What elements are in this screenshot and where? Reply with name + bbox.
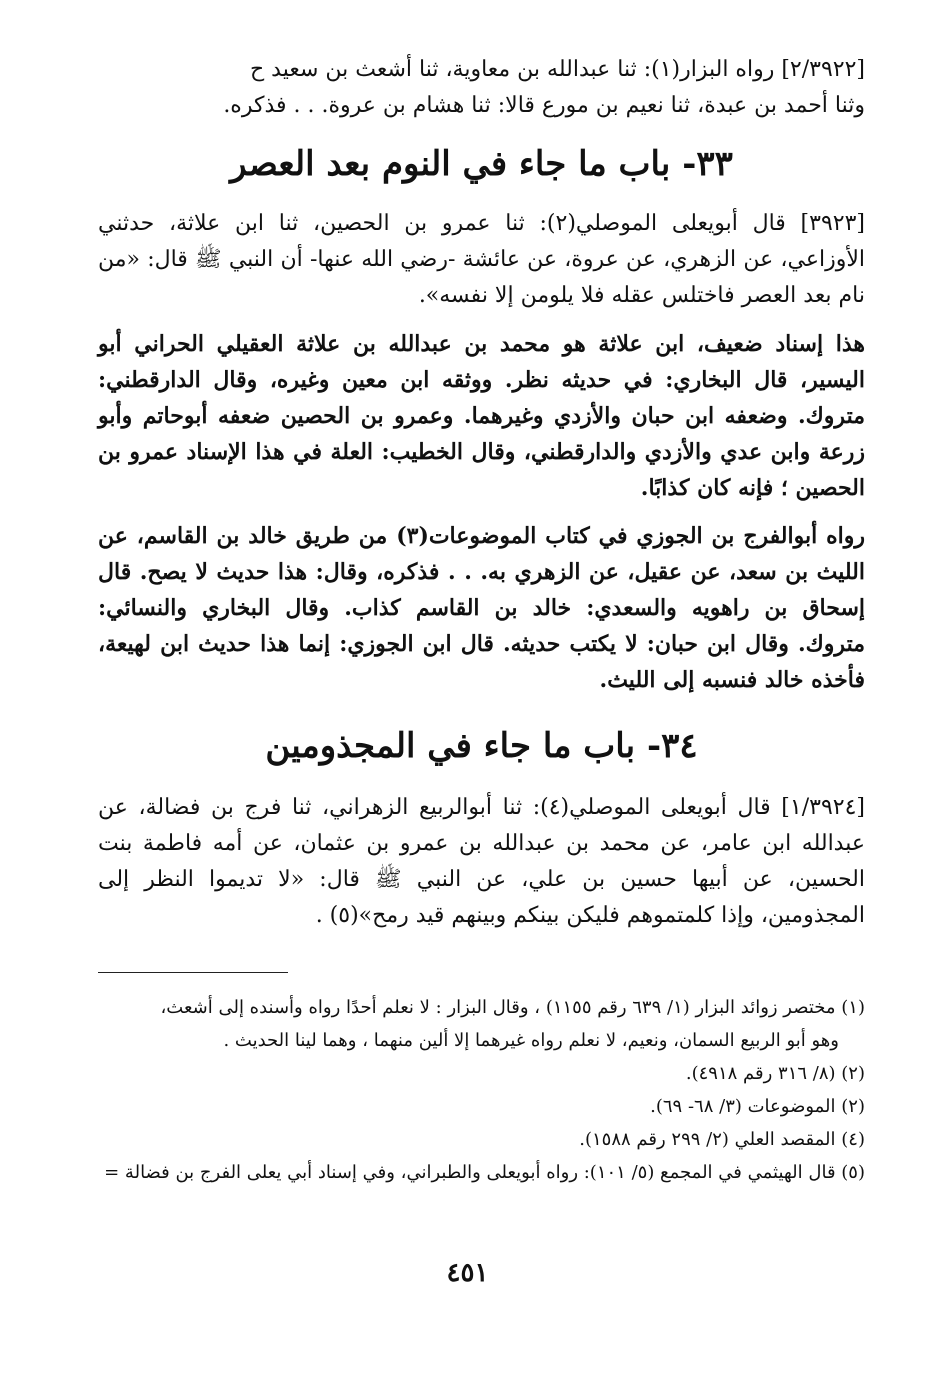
hadith-3923: [٣٩٢٣] قال أبويعلى الموصلي(٢): ثنا عمرو بن الحصين، ثنا ابن علاثة، حدثني الأوزاعي، عن الزهري، عن عروة، عن عائشة -رضي الله عنها- أن النبي ﷺ قال: «من نام بعد العصر فاختلس عقله فلا يلومن إلا نفسه». <box>98 211 865 308</box>
footnote-divider <box>98 972 288 973</box>
chapter-heading-33: ٣٣- باب ما جاء في النوم بعد العصر <box>230 144 733 184</box>
footnote-1: (١) مختصر زوائد البزار (١/ ٦٣٩ رقم ١١٥٥) ، وقال البزار : لا نعلم أحدًا رواه وأسنده إلى أشعث، <box>160 997 865 1018</box>
footnote-3: (٢) الموضوعات (٣/ ٦٨- ٦٩). <box>650 1096 865 1117</box>
footnote-2: (٢) (٨/ ٣١٦ رقم ٤٩١٨). <box>685 1063 865 1084</box>
commentary-isnad: هذا إسناد ضعيف، ابن علاثة هو محمد بن عبدالله بن علاثة العقيلي الحراني أبو اليسير، قال البخاري: في حديثه نظر. ووثقه ابن معين وغيره، وقال الدارقطني: متروك. وضعفه ابن حبان والأزدي وغيرهما. وعمرو بن الحصين ضعفه أبوحاتم وأبو زرعة وابن عدي والأزدي والدارقطني، وقال الخطيب: العلة في هذا الإسناد عمرو بن الحصين ؛ فإنه كان كذابًا. <box>98 331 865 501</box>
footnotes <box>98 991 865 1189</box>
hadith-3924: [١/٣٩٢٤] قال أبويعلى الموصلي(٤): ثنا أبوالربيع الزهراني، ثنا فرج بن فضالة، عن عبدالله ابن عامر، عن محمد بن عبدالله بن عمرو بن عثمان، عن أمه فاطمة بنت الحسين، عن أبيها حسين بن علي، عن النبي ﷺ قال: «لا تديموا النظر إلى المجذومين، وإذا كلمتموهم فليكن بينكم وبينهم قيد رمح»(٥) . <box>98 795 865 928</box>
chapter-heading-34: ٣٤- باب ما جاء في المجذومين <box>265 726 698 766</box>
footnote-4: (٤) المقصد العلي (٢/ ٢٩٩ رقم ١٥٨٨). <box>579 1129 865 1150</box>
commentary-ibn-jawzi: رواه أبوالفرج بن الجوزي في كتاب الموضوعات(٣) من طريق خالد بن القاسم، عن الليث بن سعد، عن عقيل، عن الزهري به. . . فذكره، وقال: هذا حديث لا يصح. قال إسحاق بن راهويه والسعدي: خالد بن القاسم كذاب. وقال البخاري والنسائي: متروك. وقال ابن حبان: لا يكتب حديثه. قال ابن الجوزي: إنما هذا حديث ابن لهيعة، فأخذه خالد فنسبه إلى الليث. <box>98 523 865 693</box>
footnote-5: (٥) قال الهيثمي في المجمع (٥/ ١٠١): رواه أبويعلى والطبراني، وفي إسناد أبي يعلى الفرج بن فضالة = <box>104 1162 865 1183</box>
footnote-1-continuation: وهو أبو الربيع السمان، ونعيم، لا نعلم رواه غيرهما إلا ألين منهما ، وهما لينا الحديث . <box>223 1030 839 1051</box>
intro-line-2: وثنا أحمد بن عبدة، ثنا نعيم بن مورع قالا: ثنا هشام بن عروة. . . فذكره. <box>223 93 865 118</box>
intro-line-1: [٢/٣٩٢٢] رواه البزار(١): ثنا عبدالله بن معاوية، ثنا أشعث بن سعيد ح <box>249 57 865 82</box>
page-number: ٤٥١ <box>446 1258 489 1288</box>
